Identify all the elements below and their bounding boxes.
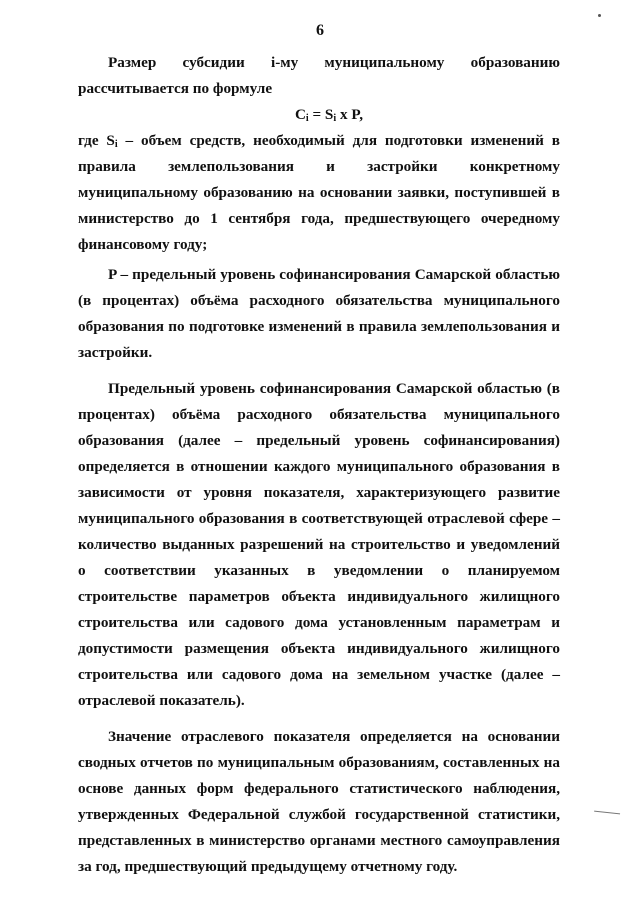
- si-rest: – объем средств, необходимый для подготовки изменений в правила землепользования и застройки конкретному муниципальному образованию на основании заявки, поступившей в министерство до 1 сентября года, предшествующего очередному финансовому году;: [78, 132, 560, 253]
- scan-speck: [598, 14, 601, 17]
- formula-c: C: [294, 106, 306, 123]
- paragraph-cofinancing-level: Предельный уровень софинансирования Самарской областью (в процентах) объёма расходного обязательства муниципального образования (далее – предельный уровень софинансирования) определяется в отношении каждого муниципального образования в зависимости от уровня показателя, характеризующего развитие муниципального образования в соответствующей отраслевой сфере – количество выданных разрешений на строительство и уведомлений о соответствии указанных в уведомлении о планируемом строительстве параметров объекта индивидуального жилищного строительства или садового дома установленным параметрам и допустимости размещения объекта индивидуального жилищного строительства или садового дома на земельном участке (далее – отраслевой показатель).: [78, 380, 560, 709]
- paragraph-indicator-value: Значение отраслевого показателя определяется на основании сводных отчетов по муниципальным образованиям, составленных на основе данных форм федерального статистического наблюдения, утвержденных Федеральной службой государственной статистики, представленных в министерство органами местного самоуправления за год, предшествующий предыдущему отчетному году.: [78, 728, 560, 875]
- si-lead: где S: [78, 132, 115, 149]
- formula-end: x P,: [336, 106, 364, 123]
- si-subscript: i: [114, 139, 118, 150]
- page-number: 6: [316, 22, 324, 39]
- scan-mark: [594, 811, 620, 817]
- formula-middle: = S: [308, 106, 334, 123]
- paragraph-p-definition: P – предельный уровень софинансирования Самарской областью (в процентах) объёма расходного обязательства муниципального образования по подготовке изменений в правила землепользования и застройки.: [78, 266, 560, 361]
- paragraph-si-definition: [78, 128, 560, 258]
- paragraph-subsidy-size: Размер субсидии i-му муниципальному образованию рассчитывается по формуле: [78, 54, 560, 97]
- document-body: [78, 50, 560, 880]
- formula-c-subscript: i: [305, 113, 309, 124]
- formula-s-subscript: i: [333, 113, 337, 124]
- formula: [78, 102, 560, 128]
